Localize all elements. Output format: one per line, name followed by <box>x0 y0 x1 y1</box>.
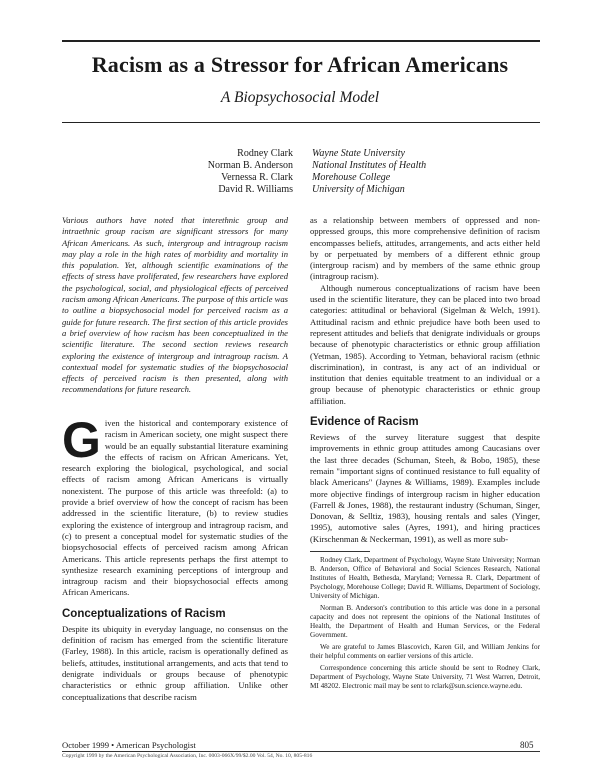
author-names <box>208 148 293 196</box>
footnote: Rodney Clark, Department of Psychology, Wayne State University; Norman B. Anderson, Office of Behavioral and Social Sciences Research, National Institutes of Health, Bethesda, Maryland; Vernessa R. Clark, Department of Psychology, Morehouse College; David R. Williams, Department of Sociology, University of Michigan. <box>310 556 540 601</box>
article-title: Racism as a Stressor for African Americans <box>91 52 509 77</box>
intro-text: iven the historical and contemporary existence of racism in American society, one might suspect there would be an equally substantial literature examining the effects of racism on African Americans. Yet, research exploring the biological, psychological, and social effects of racism among African Americans is virtually nonexistent. The purpose of this article was threefold: (a) to provide a brief overview of how the concept of racism has been addressed in the scientific literature, (b) to review studies exploring the existence of intergroup and intragroup racism, and (c) to present a conceptual model for systematic studies of the biopsychosocial effects of perceived racism among African Americans. This article represents perhaps the first attempt to synthesize research examining perceptions of intergroup and intragroup racism and their biopsychosocial effects among African Americans. <box>62 418 288 598</box>
title-underline <box>62 122 540 123</box>
right-paragraph-1: as a relationship between members of oppressed and non-oppressed groups, this more comprehensive definition of racism encompasses beliefs, attitudes, arrangements, and acts either held by or perpetuated by members of a different ethnic group (intergroup racism) and by members of the same ethnic group (intragroup racism). <box>310 215 540 282</box>
author-name: Rodney Clark <box>237 148 293 159</box>
author-name: Vernessa R. Clark <box>221 172 293 183</box>
author-affiliation: Wayne State University <box>312 148 405 159</box>
footnote: Norman B. Anderson's contribution to this article was done in a personal capacity and does not represent the opinions of the National Institutes of Health, the Department of Health and Human Services, or the Federal Government. <box>310 604 540 640</box>
journal-footer: October 1999 • American Psychologist <box>62 740 196 750</box>
section-heading-evidence: Evidence of Racism <box>310 416 419 429</box>
author-affiliation: University of Michigan <box>312 184 405 195</box>
article-subtitle: A Biopsychosocial Model <box>220 89 380 106</box>
right-paragraph-3: Reviews of the survey literature suggest that despite improvements in ethnic group attitudes among Caucasians over the last three decades (Schuman, Steeh, & Bobo, 1985), these remain "important signs of continued resistance to full equality of black Americans" (Jaynes & Williams, 1989). Examples include more objective findings of intergroup racism in higher education (Farrell & Jones, 1988), the restaurant industry (Schuman, Singer, Donovan, & Selltiz, 1983), housing rentals and sales (Yinger, 1995), automotive sales (Ayres, 1991), and hiring practices (Kirschenman & Neckerman, 1991), as well as more sub- <box>310 432 540 544</box>
copyright-notice: Copyright 1999 by the American Psychological Association, Inc. 0003-066X/99/$2.00 Vol. 54, No. 10, 805-816 <box>62 753 313 759</box>
author-name: Norman B. Anderson <box>207 160 293 171</box>
author-affiliation: National Institutes of Health <box>312 160 427 171</box>
intro-paragraph <box>62 412 288 599</box>
page-number: 805 <box>520 740 534 750</box>
bottom-rule <box>62 751 540 752</box>
footnotes <box>310 556 540 691</box>
drop-cap: G <box>62 412 101 468</box>
section1-text: Despite its ubiquity in everyday language, no consensus on the definition of racism has emerged from the scientific literature (Farley, 1988). In this article, racism is operationally defined as beliefs, attitudes, institutional arrangements, and acts that tend to denigrate individuals or groups because of phenotypic characteristics or ethnic group affiliation. Unlike other conceptualizations that describe racism <box>62 623 288 702</box>
top-rule <box>62 40 540 42</box>
author-name: David R. Williams <box>218 184 293 195</box>
section-heading-conceptualizations: Conceptualizations of Racism <box>62 607 226 620</box>
author-affiliation: Morehouse College <box>312 172 391 183</box>
footnote: Correspondence concerning this article should be sent to Rodney Clark, Department of Psychology, Wayne State University, 71 West Warren, Detroit, MI 48202. Electronic mail may be sent to rclark@sun.science.wayne.edu. <box>310 664 540 691</box>
author-affiliations <box>312 148 426 196</box>
right-column-body <box>310 215 540 694</box>
footnote: We are grateful to James Blascovich, Karen Gil, and William Jenkins for their helpful comments on earlier versions of this article. <box>310 643 540 661</box>
abstract <box>62 215 288 396</box>
left-column-body <box>62 412 288 703</box>
footnote-rule <box>310 551 370 552</box>
abstract-text: Various authors have noted that interethnic group and intraethnic group racism are significant stressors for many African Americans. As such, intergroup and intragroup racism may play a role in the high rates of morbidity and mortality in this population. Yet, although scientific examinations of the effects of stress have proliferated, few researchers have explored the psychological, social, and physiological effects of perceived racism among African Americans. The purpose of this article was to outline a biopsychosocial model for perceived racism as a guide for future research. The first section of this article provides a brief overview of how racism has been conceptualized in the scientific literature. The second section reviews research exploring the existence of intergroup and intragroup racism. A contextual model for systematic studies of the biopsychosocial effects of perceived racism is then presented, along with recommendations for future research. <box>62 215 288 395</box>
right-paragraph-2: Although numerous conceptualizations of racism have been used in the scientific literature, they can be placed into two broad categories: attitudinal or behavioral (Sigelman & Welch, 1991). Attitudinal racism and ethnic prejudice have both been used to represent attitudes and beliefs that denigrate individuals or groups because of phenotypic characteristics or ethnic group affiliation (Yetman, 1985). According to Yetman, behavioral racism (ethnic discrimination), in contrast, is any act of an individual or institution that denies equitable treatment to an individual or a group because of phenotypic characteristics or ethnic group affiliation. <box>310 282 540 406</box>
